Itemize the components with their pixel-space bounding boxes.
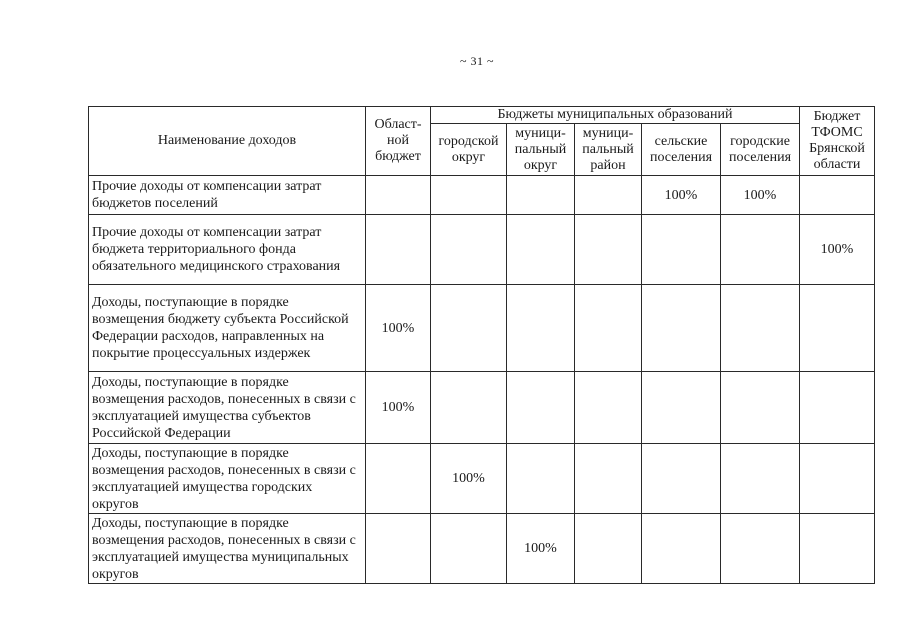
value-rural-settlements xyxy=(642,215,721,285)
value-municipal-area xyxy=(575,514,642,584)
value-rural-settlements: 100% xyxy=(642,176,721,215)
value-rural-settlements xyxy=(642,444,721,514)
header-municipal-district: муници- пальный округ xyxy=(507,124,575,176)
revenue-distribution-table xyxy=(88,106,875,584)
page-number: ~ 31 ~ xyxy=(460,54,494,68)
header-regional-budget: Област- ной бюджет xyxy=(366,107,431,176)
value-municipal-area xyxy=(575,372,642,444)
header-municipal-area: муници- пальный район xyxy=(575,124,642,176)
value-urban-settlements: 100% xyxy=(721,176,800,215)
value-tfoms: 100% xyxy=(800,215,875,285)
value-tfoms xyxy=(800,176,875,215)
value-municipal-district xyxy=(507,285,575,372)
income-name: Прочие доходы от компенсации затрат бюджетов поселений xyxy=(89,176,366,215)
value-regional xyxy=(366,444,431,514)
header-income-name: Наименование доходов xyxy=(89,107,366,176)
income-name: Прочие доходы от компенсации затрат бюджета территориального фонда обязательного медицинского страхования xyxy=(89,215,366,285)
value-urban-settlements xyxy=(721,444,800,514)
value-municipal-area xyxy=(575,444,642,514)
value-rural-settlements xyxy=(642,514,721,584)
table-row xyxy=(89,176,875,215)
header-rural-settlements: сельские поселения xyxy=(642,124,721,176)
value-tfoms xyxy=(800,372,875,444)
value-tfoms xyxy=(800,285,875,372)
value-municipal-district xyxy=(507,176,575,215)
value-municipal-area xyxy=(575,176,642,215)
header-urban-district: городской округ xyxy=(431,124,507,176)
value-urban-district: 100% xyxy=(431,444,507,514)
value-municipal-district xyxy=(507,372,575,444)
value-tfoms xyxy=(800,514,875,584)
income-name: Доходы, поступающие в порядке возмещения расходов, понесенных в связи с эксплуатацией имущества муниципальных округов xyxy=(89,514,366,584)
value-urban-settlements xyxy=(721,514,800,584)
income-name: Доходы, поступающие в порядке возмещения бюджету субъекта Российской Федерации расходов, направленных на покрытие процессуальных издержек xyxy=(89,285,366,372)
header-urban-settlements: городские поселения xyxy=(721,124,800,176)
value-urban-settlements xyxy=(721,372,800,444)
value-regional xyxy=(366,514,431,584)
value-urban-district xyxy=(431,215,507,285)
value-urban-district xyxy=(431,372,507,444)
value-municipal-district xyxy=(507,215,575,285)
value-municipal-district xyxy=(507,444,575,514)
value-rural-settlements xyxy=(642,372,721,444)
value-regional xyxy=(366,176,431,215)
table-row xyxy=(89,215,875,285)
value-urban-district xyxy=(431,285,507,372)
value-regional xyxy=(366,215,431,285)
value-municipal-area xyxy=(575,285,642,372)
table-row xyxy=(89,514,875,584)
income-name: Доходы, поступающие в порядке возмещения расходов, понесенных в связи с эксплуатацией имущества субъектов Российской Федерации xyxy=(89,372,366,444)
value-urban-district xyxy=(431,176,507,215)
value-urban-settlements xyxy=(721,285,800,372)
table-row xyxy=(89,444,875,514)
value-regional: 100% xyxy=(366,372,431,444)
value-regional: 100% xyxy=(366,285,431,372)
value-tfoms xyxy=(800,444,875,514)
value-municipal-area xyxy=(575,215,642,285)
value-urban-district xyxy=(431,514,507,584)
header-tfoms-budget: Бюджет ТФОМС Брянской области xyxy=(800,107,875,176)
income-name: Доходы, поступающие в порядке возмещения расходов, понесенных в связи с эксплуатацией имущества городских округов xyxy=(89,444,366,514)
header-municipal-budgets: Бюджеты муниципальных образований xyxy=(431,107,800,124)
value-rural-settlements xyxy=(642,285,721,372)
value-municipal-district: 100% xyxy=(507,514,575,584)
table-row xyxy=(89,285,875,372)
value-urban-settlements xyxy=(721,215,800,285)
table-row xyxy=(89,372,875,444)
